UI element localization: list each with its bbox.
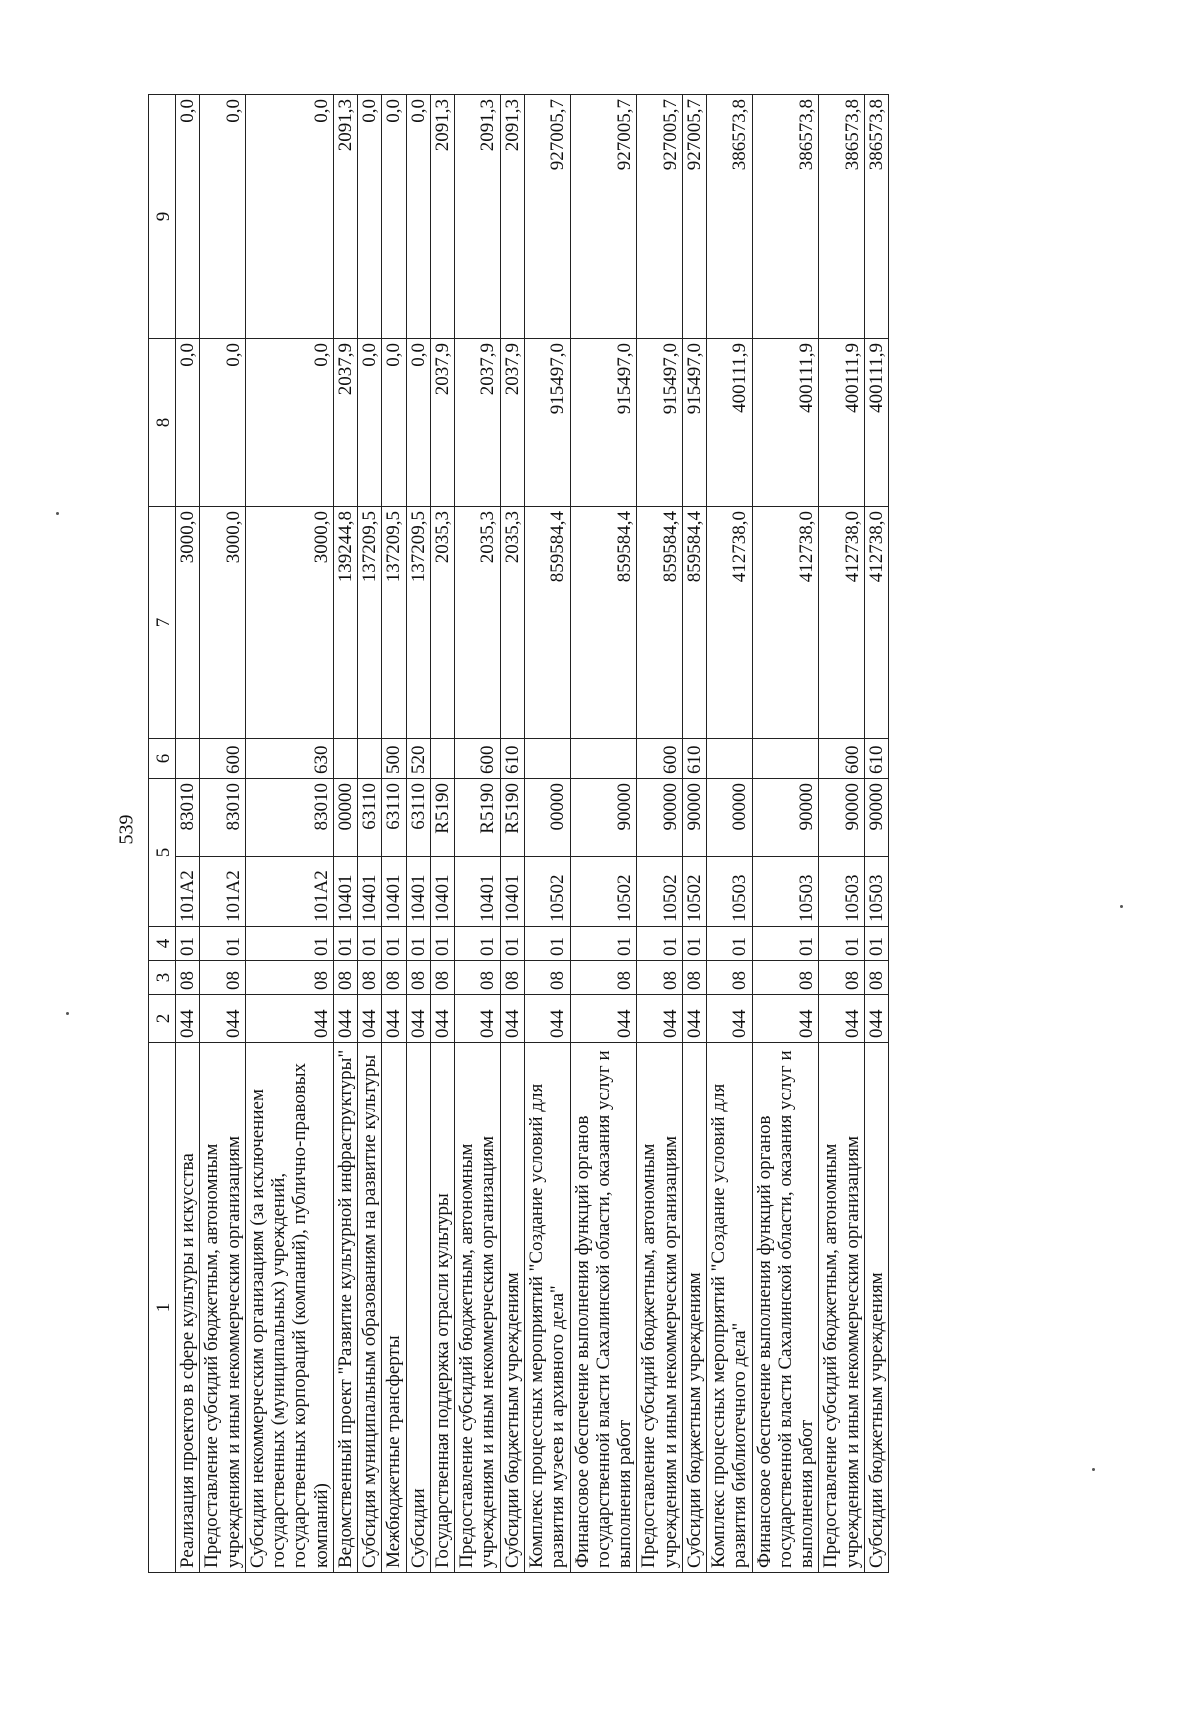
row-c3: 08 <box>819 961 865 995</box>
row-c3: 08 <box>500 961 524 995</box>
row-c9: 0,0 <box>245 95 333 339</box>
row-c6 <box>524 739 570 779</box>
scan-speck <box>1092 1468 1095 1471</box>
row-c5b: 63110 <box>358 779 382 857</box>
row-c4: 01 <box>382 927 406 961</box>
row-c3: 08 <box>406 961 430 995</box>
row-c6 <box>570 739 637 779</box>
header-col-5: 5 <box>149 779 176 927</box>
row-c2: 044 <box>864 995 888 1043</box>
row-c5b: 00000 <box>524 779 570 857</box>
table-row <box>524 95 570 1573</box>
row-c5b: R5190 <box>455 779 501 857</box>
row-c9: 2091,3 <box>333 95 357 339</box>
row-c4: 01 <box>500 927 524 961</box>
table-row <box>406 95 430 1573</box>
row-c5b: 00000 <box>707 779 753 857</box>
table-row <box>752 95 819 1573</box>
row-name: Финансовое обеспечение выполнения функций органов государственной власти Сахалинской области, оказания услуг и выполнения работ <box>570 1043 637 1573</box>
row-c6 <box>752 739 819 779</box>
row-c9: 2091,3 <box>500 95 524 339</box>
row-c8: 2037,9 <box>430 339 454 507</box>
row-c5a: 10401 <box>406 857 430 927</box>
row-c7: 139244,8 <box>333 507 357 739</box>
row-name: Комплекс процессных мероприятий "Создание условий для развития библиотечного дела" <box>707 1043 753 1573</box>
row-c9: 0,0 <box>176 95 200 339</box>
row-c4: 01 <box>333 927 357 961</box>
table-row <box>682 95 706 1573</box>
row-c3: 08 <box>245 961 333 995</box>
row-name: Финансовое обеспечение выполнения функций органов государственной власти Сахалинской области, оказания услуг и выполнения работ <box>752 1043 819 1573</box>
row-c2: 044 <box>637 995 683 1043</box>
row-c8: 2037,9 <box>500 339 524 507</box>
row-c3: 08 <box>455 961 501 995</box>
row-name: Субсидия муниципальным образованиям на развитие культуры <box>358 1043 382 1573</box>
row-c8: 0,0 <box>406 339 430 507</box>
row-c3: 08 <box>430 961 454 995</box>
row-c8: 400111,9 <box>819 339 865 507</box>
row-c7: 412738,0 <box>864 507 888 739</box>
row-name: Субсидии бюджетным учреждениям <box>864 1043 888 1573</box>
row-c4: 01 <box>358 927 382 961</box>
header-col-7: 7 <box>149 507 176 739</box>
table-row <box>864 95 888 1573</box>
row-c4: 01 <box>524 927 570 961</box>
row-c5a: 10401 <box>333 857 357 927</box>
row-c8: 400111,9 <box>707 339 753 507</box>
row-c6: 600 <box>637 739 683 779</box>
table-row <box>819 95 865 1573</box>
row-c8: 915497,0 <box>524 339 570 507</box>
header-col-6: 6 <box>149 739 176 779</box>
table-row <box>333 95 357 1573</box>
row-c4: 01 <box>707 927 753 961</box>
row-c3: 08 <box>524 961 570 995</box>
row-c3: 08 <box>176 961 200 995</box>
row-c2: 044 <box>358 995 382 1043</box>
table-row <box>176 95 200 1573</box>
row-c5b: 63110 <box>382 779 406 857</box>
row-c7: 2035,3 <box>430 507 454 739</box>
table-row <box>358 95 382 1573</box>
row-c5b: 90000 <box>637 779 683 857</box>
table-row <box>570 95 637 1573</box>
row-c4: 01 <box>176 927 200 961</box>
row-c5a: 10503 <box>752 857 819 927</box>
row-c7: 859584,4 <box>570 507 637 739</box>
row-c2: 044 <box>570 995 637 1043</box>
row-c5b: 90000 <box>864 779 888 857</box>
row-c9: 927005,7 <box>570 95 637 339</box>
row-c5a: 10502 <box>637 857 683 927</box>
row-name: Реализация проектов в сфере культуры и искусства <box>176 1043 200 1573</box>
row-c7: 137209,5 <box>358 507 382 739</box>
header-col-3: 3 <box>149 961 176 995</box>
row-c8: 400111,9 <box>752 339 819 507</box>
row-c5a: 10401 <box>430 857 454 927</box>
row-c8: 0,0 <box>382 339 406 507</box>
row-c5a: 10401 <box>455 857 501 927</box>
row-c6: 500 <box>382 739 406 779</box>
row-c9: 0,0 <box>382 95 406 339</box>
row-c7: 412738,0 <box>819 507 865 739</box>
row-c5b: 63110 <box>406 779 430 857</box>
row-name: Комплекс процессных мероприятий "Создание условий для развития музеев и архивного дела" <box>524 1043 570 1573</box>
row-c9: 2091,3 <box>455 95 501 339</box>
rotated-table-container <box>148 95 1200 1573</box>
row-c8: 2037,9 <box>455 339 501 507</box>
row-c7: 2035,3 <box>455 507 501 739</box>
row-c2: 044 <box>406 995 430 1043</box>
row-c7: 137209,5 <box>382 507 406 739</box>
row-c6: 600 <box>200 739 246 779</box>
row-c6: 600 <box>455 739 501 779</box>
row-c2: 044 <box>819 995 865 1043</box>
row-c5a: 101А2 <box>176 857 200 927</box>
row-c6: 600 <box>819 739 865 779</box>
row-c4: 01 <box>200 927 246 961</box>
table-row <box>637 95 683 1573</box>
row-c6 <box>430 739 454 779</box>
row-name: Субсидии бюджетным учреждениям <box>682 1043 706 1573</box>
row-c6 <box>707 739 753 779</box>
page-number: 539 <box>115 814 138 845</box>
row-name: Ведомственный проект "Развитие культурной инфраструктуры" <box>333 1043 357 1573</box>
row-c5a: 10401 <box>358 857 382 927</box>
table-row <box>245 95 333 1573</box>
row-c3: 08 <box>637 961 683 995</box>
row-c3: 08 <box>333 961 357 995</box>
row-c2: 044 <box>245 995 333 1043</box>
row-c5a: 101А2 <box>200 857 246 927</box>
row-c5b: 83010 <box>176 779 200 857</box>
row-c2: 044 <box>500 995 524 1043</box>
row-c3: 08 <box>752 961 819 995</box>
row-c5a: 10401 <box>500 857 524 927</box>
header-col-4: 4 <box>149 927 176 961</box>
row-name: Предоставление субсидий бюджетным, автономным учреждениям и иным некоммерческим организациям <box>819 1043 865 1573</box>
row-c8: 2037,9 <box>333 339 357 507</box>
row-c8: 400111,9 <box>864 339 888 507</box>
row-c4: 01 <box>752 927 819 961</box>
row-name: Государственная поддержка отрасли культуры <box>430 1043 454 1573</box>
row-c3: 08 <box>200 961 246 995</box>
row-name: Субсидии <box>406 1043 430 1573</box>
row-c8: 0,0 <box>176 339 200 507</box>
row-c9: 386573,8 <box>707 95 753 339</box>
row-c7: 2035,3 <box>500 507 524 739</box>
row-c8: 915497,0 <box>682 339 706 507</box>
table-row <box>430 95 454 1573</box>
row-name: Предоставление субсидий бюджетным, автономным учреждениям и иным некоммерческим организациям <box>200 1043 246 1573</box>
row-c6: 520 <box>406 739 430 779</box>
row-c7: 3000,0 <box>200 507 246 739</box>
table-header-row <box>149 95 176 1573</box>
row-c5a: 10503 <box>707 857 753 927</box>
row-c6 <box>358 739 382 779</box>
row-c7: 412738,0 <box>707 507 753 739</box>
scan-speck <box>56 512 59 515</box>
row-c9: 386573,8 <box>864 95 888 339</box>
row-c7: 859584,4 <box>637 507 683 739</box>
row-name: Предоставление субсидий бюджетным, автономным учреждениям и иным некоммерческим организациям <box>455 1043 501 1573</box>
row-c4: 01 <box>430 927 454 961</box>
row-c9: 386573,8 <box>752 95 819 339</box>
row-c6: 630 <box>245 739 333 779</box>
row-c5b: 00000 <box>333 779 357 857</box>
row-c2: 044 <box>430 995 454 1043</box>
header-col-1: 1 <box>149 1043 176 1573</box>
table-row <box>200 95 246 1573</box>
row-c5b: 90000 <box>682 779 706 857</box>
header-col-8: 8 <box>149 339 176 507</box>
row-c6: 610 <box>682 739 706 779</box>
row-c5a: 10401 <box>382 857 406 927</box>
row-c4: 01 <box>682 927 706 961</box>
row-c7: 3000,0 <box>176 507 200 739</box>
row-c2: 044 <box>707 995 753 1043</box>
row-c4: 01 <box>455 927 501 961</box>
row-c5a: 10503 <box>819 857 865 927</box>
row-name: Субсидии некоммерческим организациям (за исключением государственных (муниципальных) учреждений, государственных корпораций (компаний), публично-правовых компаний) <box>245 1043 333 1573</box>
table-body <box>176 95 889 1573</box>
row-c5b: 83010 <box>200 779 246 857</box>
row-c2: 044 <box>524 995 570 1043</box>
row-c3: 08 <box>382 961 406 995</box>
row-c2: 044 <box>333 995 357 1043</box>
row-c8: 0,0 <box>358 339 382 507</box>
row-c8: 0,0 <box>245 339 333 507</box>
row-c3: 08 <box>358 961 382 995</box>
row-c5a: 10502 <box>524 857 570 927</box>
row-c6 <box>333 739 357 779</box>
scan-speck <box>1120 905 1123 908</box>
row-name: Межбюджетные трансферты <box>382 1043 406 1573</box>
row-c5b: R5190 <box>430 779 454 857</box>
row-c7: 859584,4 <box>524 507 570 739</box>
row-c5a: 101А2 <box>245 857 333 927</box>
row-c3: 08 <box>570 961 637 995</box>
row-c9: 927005,7 <box>524 95 570 339</box>
row-c2: 044 <box>176 995 200 1043</box>
row-name: Предоставление субсидий бюджетным, автономным учреждениям и иным некоммерческим организациям <box>637 1043 683 1573</box>
row-c5b: 90000 <box>819 779 865 857</box>
row-c5b: R5190 <box>500 779 524 857</box>
row-c3: 08 <box>707 961 753 995</box>
row-c8: 0,0 <box>200 339 246 507</box>
row-c6: 610 <box>864 739 888 779</box>
row-c7: 859584,4 <box>682 507 706 739</box>
row-c9: 2091,3 <box>430 95 454 339</box>
row-c4: 01 <box>864 927 888 961</box>
table-row <box>500 95 524 1573</box>
row-c7: 3000,0 <box>245 507 333 739</box>
row-c9: 0,0 <box>200 95 246 339</box>
row-c9: 927005,7 <box>682 95 706 339</box>
row-c5a: 10503 <box>864 857 888 927</box>
row-c7: 412738,0 <box>752 507 819 739</box>
row-c2: 044 <box>752 995 819 1043</box>
row-c3: 08 <box>864 961 888 995</box>
header-col-2: 2 <box>149 995 176 1043</box>
row-c9: 927005,7 <box>637 95 683 339</box>
row-c5a: 10502 <box>570 857 637 927</box>
row-c4: 01 <box>406 927 430 961</box>
row-c5a: 10502 <box>682 857 706 927</box>
table-row <box>455 95 501 1573</box>
row-c9: 0,0 <box>358 95 382 339</box>
row-c8: 915497,0 <box>637 339 683 507</box>
row-c6: 610 <box>500 739 524 779</box>
row-c2: 044 <box>200 995 246 1043</box>
row-c7: 137209,5 <box>406 507 430 739</box>
scan-speck <box>66 1012 69 1015</box>
row-c5b: 90000 <box>570 779 637 857</box>
row-c5b: 90000 <box>752 779 819 857</box>
row-c5b: 83010 <box>245 779 333 857</box>
row-c8: 915497,0 <box>570 339 637 507</box>
table-row <box>707 95 753 1573</box>
row-c9: 0,0 <box>406 95 430 339</box>
row-c9: 386573,8 <box>819 95 865 339</box>
row-c2: 044 <box>455 995 501 1043</box>
row-c4: 01 <box>570 927 637 961</box>
row-c4: 01 <box>819 927 865 961</box>
row-name: Субсидии бюджетным учреждениям <box>500 1043 524 1573</box>
row-c6 <box>176 739 200 779</box>
row-c4: 01 <box>245 927 333 961</box>
budget-table <box>148 94 889 1573</box>
row-c4: 01 <box>637 927 683 961</box>
row-c2: 044 <box>382 995 406 1043</box>
row-c3: 08 <box>682 961 706 995</box>
header-col-9: 9 <box>149 95 176 339</box>
table-row <box>382 95 406 1573</box>
row-c2: 044 <box>682 995 706 1043</box>
